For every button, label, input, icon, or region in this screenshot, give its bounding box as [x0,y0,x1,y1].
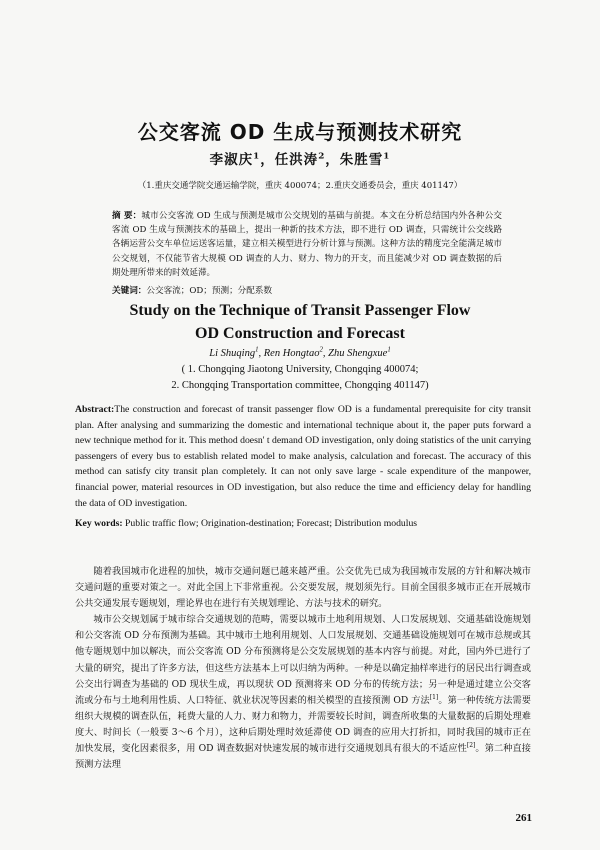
affiliation-mark: 1 [255,346,259,354]
citation-ref: [2] [466,741,476,749]
keywords-label: Key words: [75,518,123,529]
keywords-label: 关键词： [112,286,147,296]
affiliation-mark: 2 [319,346,323,354]
paragraph-text: 。第二种直接预测方法理 [75,743,531,771]
author-name: 朱胜雪 [339,152,384,168]
paragraph-text: 城市公交规划属于城市综合交通规划的范畴，需要以城市土地利用规划、人口发展规划、交通基础设施规划和公交客流 OD 分布预测为基础。其中城市土地利用规划、人口发展规划、交通基础设施规划可在城市总规或其他专题规划中加以解决，而公交客流 OD 分布预测将是公交发展规划的基本内容与前提。对此，国内外已进行了大量的研究，提出了许多方法，但这些方法基本上可以归纳为两种。一种是以确定抽样率进行的居民出行调查或公交出行调查为基础的 OD 现状生成，再以现状 OD 预测将来 OD 分布的传统方法；另一种是通过建立公交客流或分布与土地利用性质、人口特征、就业状况等因素的相关模型的直接预测 OD 方法 [75,614,531,706]
author-name: 李淑庆 [209,152,254,168]
body-text [75,564,531,773]
page-number: 261 [515,812,532,824]
author-name: Zhu Shengxue [328,348,388,359]
abstract-label: 摘 要： [112,211,142,221]
chinese-authors: 李淑庆$^1$，任洪涛$^2$，朱胜雪$^1$ [209,151,391,168]
author-name: Ren Hongtao [263,348,320,359]
english-title-line-2: OD Construction and Forecast [195,325,405,342]
chinese-keywords [112,284,502,298]
english-affiliation-line-1: ( 1. Chongqing Jiaotong University, Chongqing 400074; [181,364,419,375]
affiliation-mark: 2 [318,151,326,162]
chinese-abstract [112,209,502,280]
abstract-label: Abstract: [75,404,115,415]
citation-ref: [1] [429,693,439,701]
author-name: Li Shuqing [209,348,256,359]
abstract-text: 城市公交客流 OD 生成与预测是城市公交规划的基础与前提。本文在分析总结国内外各种公交客流 OD 生成与预测技术的基础上，提出一种新的技术方法，即不进行 OD 调查，只需统计公交线路各辆运营公交车单位运送客运量，建立相关模型进行分析计算与预测。这种方法的精度完全能满足城市公交规划，不仅能节省大规模 OD 调查的人力、财力、物力的开支，而且能减少对 OD 调查数据的后期处理所带来的时效延滞。 [112,211,502,278]
english-authors: Li Shuqing$^1$, Ren Hongtao$^2$, Zhu Shengxue$^1$ [209,346,391,359]
english-affiliation-line-2: 2. Chongqing Transportation committee, Chongqing 401147) [171,380,429,391]
author-name: 任洪涛 [274,152,319,168]
english-title-line-1: Study on the Technique of Transit Passenger Flow [129,302,471,319]
chinese-affiliations: （1.重庆交通学院交通运输学院，重庆 400074；2.重庆交通委员会，重庆 401147） [137,181,463,191]
keywords-text: 公交客流；OD；预测；分配系数 [146,286,273,296]
english-abstract [75,402,531,511]
paragraph-text: 。第一种传统方法需要组织大规模的调查队伍，耗费大量的人力、财力和物力，并需要较长时间，调查所收集的大量数据的后期处理难度大、时间长（一般要 3～6 个月），这种后期处理时效延滞使 OD 调查的应用大打折扣，同时我国的城市正在加快发展，变化因素很多，用 OD 调查数据对快速发展的城市进行交通规划具有很大的不适应性 [75,694,531,755]
affiliation-mark: 1 [383,151,391,162]
affiliation-mark: 1 [253,151,261,162]
affiliation-mark: 1 [387,346,391,354]
chinese-title: 公交客流 OD 生成与预测技术研究 [137,120,463,144]
english-keywords [75,516,531,531]
body-paragraph-2 [75,612,531,773]
keywords-text: Public traffic flow; Origination-destination; Forecast; Distribution modulus [122,518,418,529]
body-paragraph-1: 随着我国城市化进程的加快，城市交通问题已越来越严重。公交优先已成为我国城市发展的方针和解决城市交通问题的重要对策之一。对此全国上下非常重视。公交要发展，规划须先行。目前全国很多城市正在开展城市公共交通发展专题规划，理论界也在进行有关规划理论、方法与技术的研究。 [75,566,531,610]
abstract-text: The construction and forecast of transit passenger flow OD is a fundamental prerequisite for city transit plan. After analysing and summarizing the domestic and international technique about it, the paper puts forward a new technique method for it. This method doesn' t demand OD investigation, only doing statistics of the unit carrying passengers of every bus to establish related model to make analysis, calculation and forecast. The accuracy of this method can satisfy city transit plan completely. It can not only save large - scale expenditure of the manpower, financial power, material resources in OD investigation, but also reduce the time and efficiency delay for handling the data of OD investigation. [75,404,531,509]
